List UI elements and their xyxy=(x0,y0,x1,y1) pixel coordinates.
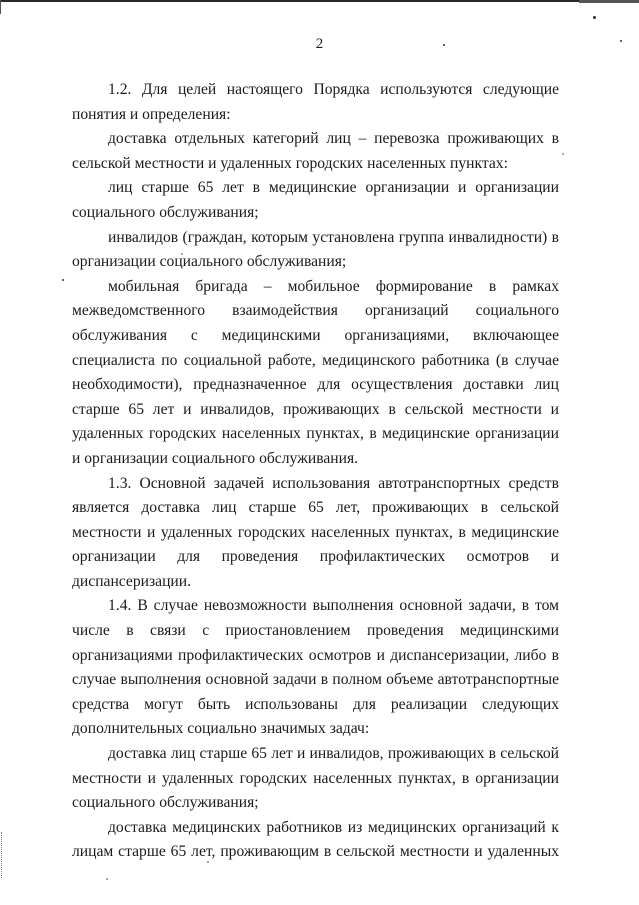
paragraph-definition-elderly: лиц старше 65 лет в медицинские организации и организации социального обслуживания; xyxy=(72,179,559,221)
scan-speck xyxy=(62,279,64,281)
scan-top-edge xyxy=(0,0,639,2)
paragraph-1-3: 1.3. Основной задачей использования автотранспортных средств является доставка лиц старше 65 лет, проживающих в сельской местности и удаленных городских населенных пунктах, в медицинские организации для проведения профилактических осмотров и диспансеризации. xyxy=(72,474,559,590)
paragraph-definition-disabled: инвалидов (граждан, которым установлена группа инвалидности) в организации социального обслуживания; xyxy=(72,228,559,271)
scan-speck xyxy=(562,153,564,155)
paragraph-definition-delivery: доставка отдельных категорий лиц – перевозка проживающих в сельской местности и удаленных городских населенных пунктах: xyxy=(72,130,559,172)
scan-speck xyxy=(593,16,596,19)
scan-top-edge-right xyxy=(579,0,639,3)
document-body xyxy=(72,78,559,865)
paragraph-task-delivery-medics: доставка медицинских работников из медицинских организаций к лицам старше 65 лет, проживающим в сельской местности и удаленных xyxy=(72,818,559,861)
page-number: 2 xyxy=(315,36,324,52)
paragraph-1-4: 1.4. В случае невозможности выполнения основной задачи, в том числе в связи с приостановлением проведения медицинскими организациями профилактических осмотров и диспансеризации, либо в случае выполнения основной задачи в полном объеме автотранспортные средства могут быть использованы для реализации следующих дополнительных социально значимых задач: xyxy=(72,597,559,738)
scan-speck xyxy=(106,878,108,880)
paragraph-definition-mobile-brigade: мобильная бригада – мобильное формирование в рамках межведомственного взаимодействия организаций социального обслуживания с медицинскими организациями, включающее специалиста по социальной работе, медицинского работника (в случае необходимости), предназначенное для осуществления доставки лиц старше 65 лет и инвалидов, проживающих в сельской местности и удаленных городских населенных пунктах, в медицинские организации и организации социального обслуживания. xyxy=(72,277,559,467)
paragraph-1-2: 1.2. Для целей настоящего Порядка используются следующие понятия и определения: xyxy=(72,81,559,123)
scan-margin-dots xyxy=(1,832,4,878)
paragraph-task-delivery-social: доставка лиц старше 65 лет и инвалидов, проживающих в сельской местности и удаленных городских населенных пунктах, в организации социального обслуживания; xyxy=(72,745,559,812)
scan-left-edge xyxy=(0,0,1,14)
